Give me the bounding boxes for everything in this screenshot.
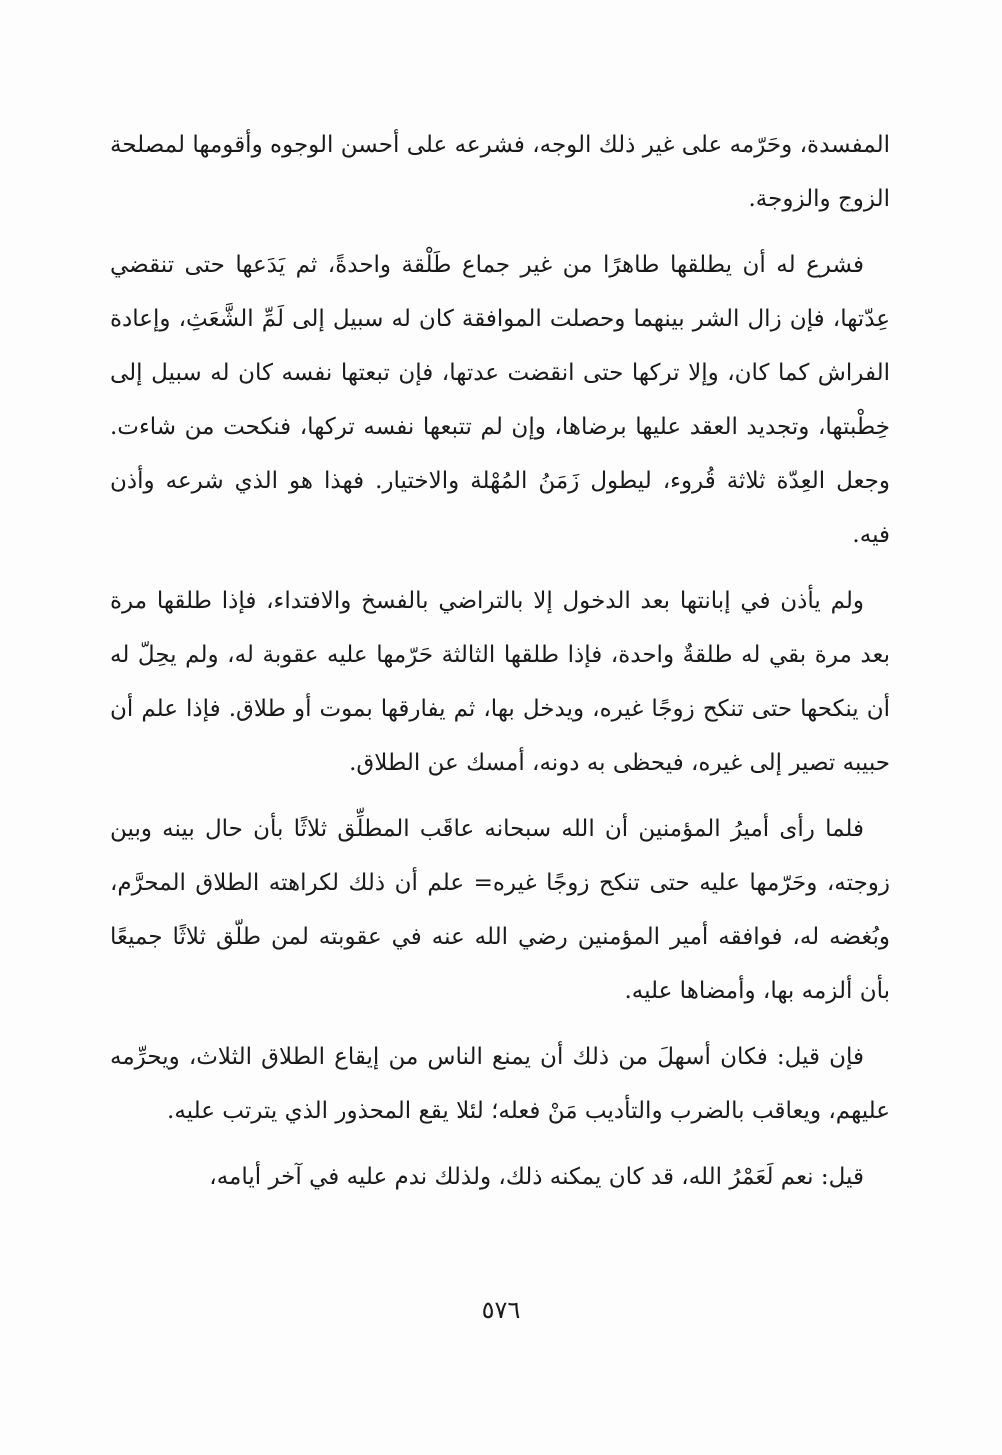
paragraph-1: المفسدة، وحَرّمه على غير ذلك الوجه، فشرعه على أحسن الوجوه وأقومها لمصلحة الزوج والزوجة. <box>110 132 890 212</box>
paragraph-2: فشرع له أن يطلقها طاهرًا من غير جماع طَلْقة واحدةً، ثم يَدَعها حتى تنقضي عِدّتها، فإن زال الشر بينهما وحصلت الموافقة كان له سبيل إلى لَمِّ الشَّعَثِ، وإعادة الفراش كما كان، وإلا تركها حتى انقضت عدتها، فإن تبعتها نفسه كان له سبيل إلى خِطْبتها، وتجديد العقد عليها برضاها، وإن لم تتبعها نفسه تركها، فنكحت من شاءت. وجعل العِدّة ثلاثة قُروء، ليطول زَمَنُ المُهْلة والاختيار. فهذا هو الذي شرعه وأذن فيه. <box>110 252 890 548</box>
paragraph-6: قيل: نعم لَعَمْرُ الله، قد كان يمكنه ذلك، ولذلك ندم عليه في آخر أيامه، <box>209 1164 864 1190</box>
paragraph-5: فإن قيل: فكان أسهلَ من ذلك أن يمنع الناس من إيقاع الطلاق الثلاث، ويحرِّمه عليهم، ويعاقب بالضرب والتأديب مَنْ فعله؛ لئلا يقع المحذور الذي يترتب عليه. <box>110 1044 890 1124</box>
paragraph-3: ولم يأذن في إبانتها بعد الدخول إلا بالتراضي بالفسخ والافتداء، فإذا طلقها مرة بعد مرة بقي له طلقةٌ واحدة، فإذا طلقها الثالثة حَرّمها عليه عقوبة له، ولم يحِلّ له أن ينكحها حتى تنكح زوجًا غيره، ويدخل بها، ثم يفارقها بموت أو طلاق. فإذا علم أن حبيبه تصير إلى غيره، فيحظى به دونه، أمسك عن الطلاق. <box>110 588 890 776</box>
page-body-text <box>110 118 890 1216</box>
page-number: ٥٧٦ <box>481 1296 521 1324</box>
paragraph-4: فلما رأى أميرُ المؤمنين أن الله سبحانه عاقَب المطلِّق ثلاثًا بأن حال بينه وبين زوجته، وحَرّمها عليه حتى تنكح زوجًا غيره= علم أن ذلك لكراهته الطلاق المحرَّم، وبُغضه له، فوافقه أمير المؤمنين رضي الله عنه في عقوبته لمن طلّق ثلاثًا جميعًا بأن ألزمه بها، وأمضاها عليه. <box>110 816 890 1004</box>
